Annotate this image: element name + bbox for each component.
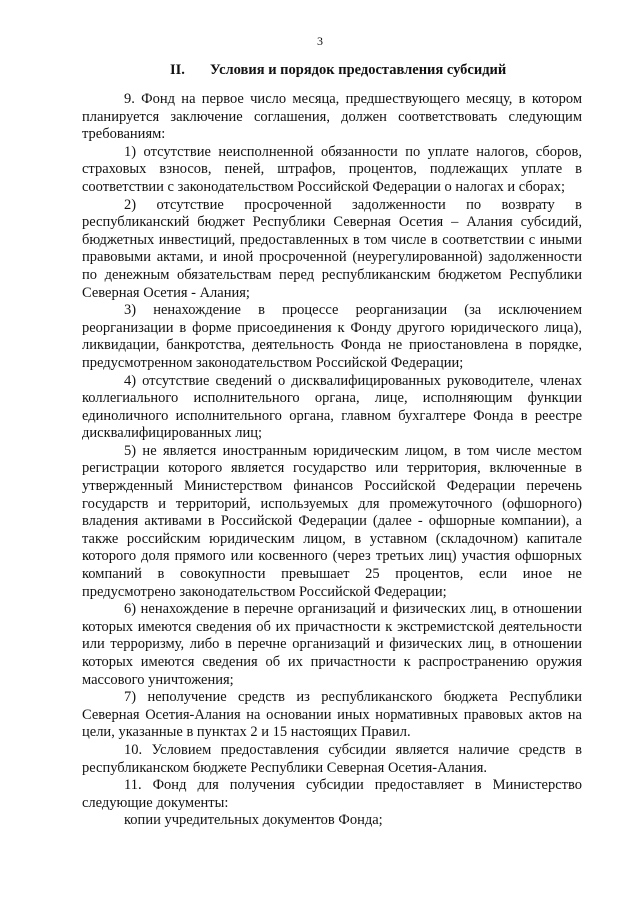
paragraph-9-item-2: 2) отсутствие просроченной задолженности по возврату в республиканский бюджет Республики Северная Осетия – Алания субсидий, бюджетных инвестиций, предоставленных в том числе в соответствии с иными правовыми актами, и иной просроченной (неурегулированной) задолженности по денежным обязательствам перед республиканским бюджетом Республики Северная Осетия - Алания; xyxy=(82,196,582,301)
page-number: 3 xyxy=(317,34,323,48)
paragraph-9-item-7: 7) неполучение средств из республиканского бюджета Республики Северная Осетия-Алания на основании иных нормативных правовых актов на цели, указанные в пунктах 2 и 15 настоящих Правил. xyxy=(82,689,582,741)
paragraph-11-item: копии учредительных документов Фонда; xyxy=(124,812,383,829)
paragraph-9-item-3: 3) ненахождение в процессе реорганизации (за исключением реорганизации в форме присоединения к Фонду другого юридического лица), ликвидации, банкротства, деятельность Фонда не приостановлена в порядке, предусмотренном законодательством Российской Федерации; xyxy=(82,302,582,371)
paragraph-9-item-5: 5) не является иностранным юридическим лицом, в том числе местом регистрации которого является государство или территория, включенные в утвержденный Министерством финансов Российской Федерации перечень государств и территорий, используемых для промежуточного (офшорного) владения активами в Российской Федерации (далее - офшорные компании), а также российским юридическим лицом, в уставном (складочном) капитале которого доля прямого или косвенного (через третьих лиц) участия офшорных компаний в совокупности превышает 25 процентов, если иное не предусмотрено законодательством Российской Федерации; xyxy=(82,442,582,600)
paragraph-11: 11. Фонд для получения субсидии предоставляет в Министерство следующие документы: xyxy=(82,777,582,811)
paragraph-9-item-6: 6) ненахождение в перечне организаций и физических лиц, в отношении которых имеются сведения об их причастности к экстремистской деятельности или терроризму, либо в перечне организаций и физических лиц, в отношении которых имеются сведения об их причастности к распространению оружия массового уничтожения; xyxy=(82,601,582,688)
section-numeral: II. xyxy=(170,62,185,78)
paragraph-9: 9. Фонд на первое число месяца, предшествующего месяцу, в котором планируется заключение соглашения, должен соответствовать следующим требованиям: xyxy=(82,91,582,143)
section-title: Условия и порядок предоставления субсидий xyxy=(210,62,507,78)
paragraph-9-item-4: 4) отсутствие сведений о дисквалифицированных руководителе, членах коллегиального исполнительного органа, лице, исполняющим функции единоличного исполнительного органа, главном бухгалтере Фонда в реестре дисквалифицированных лиц; xyxy=(82,372,582,442)
paragraph-10: 10. Условием предоставления субсидии является наличие средств в республиканском бюджете Республики Северная Осетия-Алания. xyxy=(82,741,582,776)
document-body xyxy=(82,91,582,830)
paragraph-9-item-1: 1) отсутствие неисполненной обязанности по уплате налогов, сборов, страховых взносов, пеней, штрафов, процентов, подлежащих уплате в соответствии с законодательством Российской Федерации о налогах и сборах; xyxy=(82,143,582,195)
section-heading xyxy=(82,62,582,79)
